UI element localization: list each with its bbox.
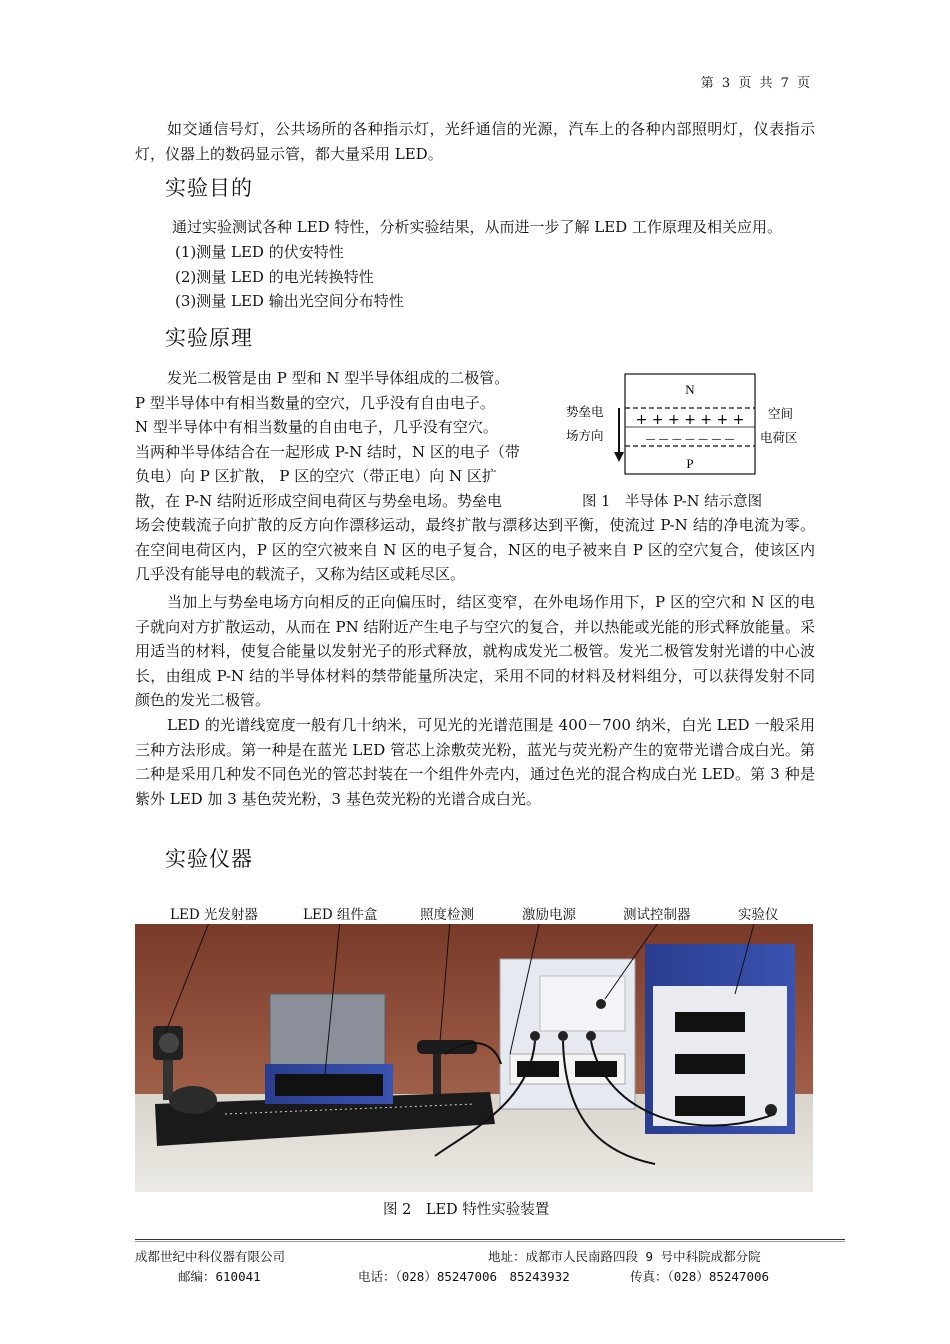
principle-p3: LED 的光谱线宽度一般有几十纳米，可见光的光谱范围是 400－700 纳米，白光 LED 一般采用三种方法形成。第一种是在蓝光 LED 管芯上涂敷荧光粉，蓝光与荧光粉产生的宽带光谱合成白光。第二种是采用几种发不同色光的管芯封装在一个组件外壳内，通过色光的混合构成白光 LED。第 3 种是紫外 LED 加 3 基色荧光粉，3 基色荧光粉的光谱合成白光。: [135, 716, 815, 808]
component-box-lid: [270, 994, 385, 1069]
principle-p1-line: 负电）向 P 区扩散， P 区的空穴（带正电）向 N 区扩: [135, 467, 497, 485]
positive-charges: + + + + + + +: [635, 412, 745, 428]
footer-company: 成都世纪中科仪器有限公司: [135, 1249, 286, 1264]
pn-junction-figure: [560, 372, 820, 482]
apparatus-illustration: [135, 924, 813, 1192]
principle-p1-line: 发光二极管是由 P 型和 N 型半导体组成的二极管。: [167, 369, 510, 387]
instrument-display-1: [675, 1012, 745, 1032]
field-arrow-head: [614, 452, 624, 462]
p-region-label: P: [686, 456, 694, 471]
intro-paragraph: 如交通信号灯，公共场所的各种指示灯，光纤通信的光源，汽车上的各种内部照明灯，仪表指示灯，仪器上的数码显示管，都大量采用 LED。: [135, 120, 815, 163]
space-charge-label-1: 空间: [768, 406, 794, 421]
principle-p1-line: P 型半导体中有相当数量的空穴，几乎没有自由电子。: [135, 393, 495, 412]
instrument-connector: [765, 1104, 777, 1116]
callout-illuminance-detector: 照度检测: [420, 907, 474, 923]
power-supply-connector-2: [558, 1031, 568, 1041]
power-supply-connector-3: [586, 1031, 596, 1041]
figure2-caption: 图 2 LED 特性实验装置: [383, 1202, 550, 1218]
purpose-item: (2)测量 LED 的电光转换特性: [175, 268, 374, 286]
detector-post: [433, 1054, 441, 1094]
principle-p2: 当加上与势垒电场方向相反的正向偏压时，结区变窄，在外电场作用下，P 区的空穴和 N 区的电子就向对方扩散运动，从而在 PN 结附近产生电子与空穴的复合，并以热能或光能的形式释放能量。采用适当的材料，使复合能量以发射光子的形式释放，就构成发光二极管。发光二极管发射光谱的中心波长，由组成 P-N 结的半导体材料的禁带能量所决定，采用不同的材料及材料组分，可以获得发射不同颜色的发光二极管。: [135, 593, 815, 709]
purpose-heading: 实验目的: [165, 176, 253, 200]
power-supply-display-1: [517, 1061, 559, 1077]
callout-led-module-box: LED 组件盒: [303, 907, 378, 923]
negative-charges: — — — — — — —: [645, 434, 735, 445]
footer-postcode: 邮编：610041: [178, 1269, 261, 1284]
page-indicator: 第 3 页 共 7 页: [700, 76, 812, 91]
figure1-caption: 图 1 半导体 P-N 结示意图: [582, 494, 763, 510]
purpose-item: (1)测量 LED 的伏安特性: [175, 243, 344, 261]
callout-power-supply: 激励电源: [522, 907, 576, 923]
field-direction-label-2: 场方向: [566, 428, 604, 443]
principle-p1-rest: 场会使载流子向扩散的反方向作漂移运动，最终扩散与漂移达到平衡，使流过 P-N 结的净电流为零。在空间电荷区内，P 区的空穴被来自 N 区的电子复合，N区的电子被来自 P 区的空穴复合，使该区内几乎没有能导电的载流子，又称为结区或耗尽区。: [135, 516, 815, 583]
power-supply-connector-1: [530, 1031, 540, 1041]
footer-fax: 传真：（028）85247006: [630, 1269, 770, 1284]
instrument-display-2: [675, 1054, 745, 1074]
controller-connector: [596, 999, 606, 1009]
test-controller-case: [540, 976, 625, 1031]
power-supply-display-2: [575, 1061, 617, 1077]
apparatus-photo: [135, 924, 813, 1192]
purpose-item: (3)测量 LED 输出光空间分布特性: [175, 292, 404, 310]
principle-p1-wrapped: [135, 366, 555, 513]
principle-p1-line: 散，在 P-N 结附近形成空间电荷区与势垒电场。势垒电: [135, 491, 503, 510]
footer-divider: [135, 1239, 845, 1242]
callout-instrument: 实验仪: [738, 907, 779, 923]
principle-heading: 实验原理: [165, 326, 253, 350]
led-emitter-lens: [159, 1033, 179, 1053]
principle-p1-line: 当两种半导体结合在一起形成 P-N 结时，N 区的电子（带: [135, 442, 520, 461]
apparatus-heading: 实验仪器: [165, 847, 253, 871]
callout-test-controller: 测试控制器: [623, 907, 691, 923]
n-region-label: N: [685, 382, 695, 397]
purpose-text: 通过实验测试各种 LED 特性，分析实验结果，从而进一步了解 LED 工作原理及相关应用。: [172, 218, 782, 236]
principle-p1-line: N 型半导体中有相当数量的自由电子，几乎没有空穴。: [135, 418, 498, 436]
footer-phone: 电话：（028）85247006 85243932: [358, 1269, 570, 1284]
space-charge-label-2: 电荷区: [760, 430, 798, 445]
instrument-display-3: [675, 1096, 745, 1116]
callout-led-emitter: LED 光发射器: [170, 907, 258, 923]
footer-address: 地址：成都市人民南路四段 9 号中科院成都分院: [488, 1249, 761, 1264]
component-box-slots: [275, 1074, 383, 1096]
pn-junction-diagram: [560, 372, 820, 482]
field-direction-label-1: 势垒电: [566, 404, 604, 419]
rotation-stage: [169, 1086, 217, 1114]
